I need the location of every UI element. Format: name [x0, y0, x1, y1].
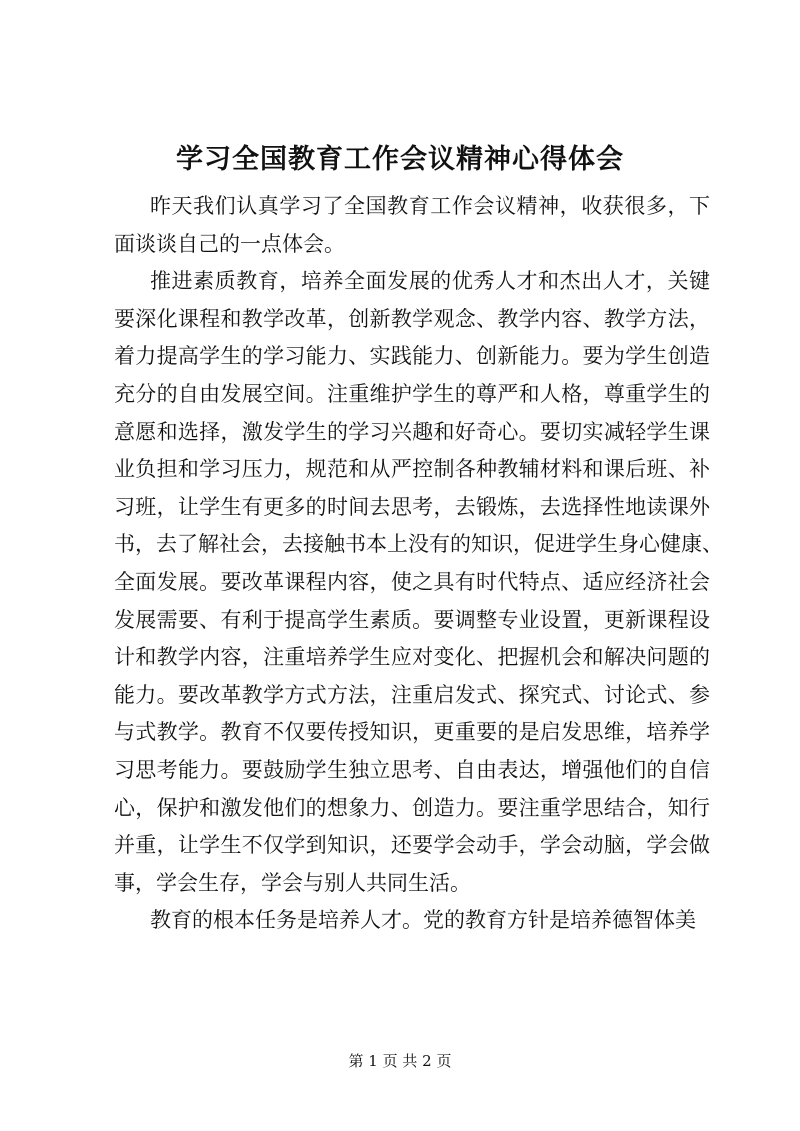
document-title: 学习全国教育工作会议精神心得体会: [176, 144, 624, 175]
text-line: 与式教学。教育不仅要传授知识，更重要的是启发思维，培养学: [114, 720, 710, 745]
text-line: 意愿和选择，激发学生的学习兴趣和好奇心。要切实减轻学生课: [114, 419, 710, 444]
text-line: 发展需要、有利于提高学生素质。要调整专业设置，更新课程设: [114, 607, 710, 632]
text-line: 计和教学内容，注重培养学生应对变化、把握机会和解决问题的: [114, 645, 710, 670]
text-line: 能力。要改革教学方式方法，注重启发式、探究式、讨论式、参: [114, 682, 710, 707]
text-line: 着力提高学生的学习能力、实践能力、创新能力。要为学生创造: [114, 344, 710, 369]
page-footer: 第 1 页 共 2 页: [348, 1052, 452, 1070]
text-line: 心，保护和激发他们的想象力、创造力。要注重学思结合，知行: [114, 795, 710, 820]
text-line: 书，去了解社会，去接触书本上没有的知识，促进学生身心健康、: [114, 532, 723, 557]
text-line: 充分的自由发展空间。注重维护学生的尊严和人格，尊重学生的: [114, 381, 710, 406]
document-body: [114, 188, 723, 940]
text-line: 习思考能力。要鼓励学生独立思考、自由表达，增强他们的自信: [114, 757, 710, 782]
text-line: 推进素质教育，培养全面发展的优秀人才和杰出人才，关键: [150, 269, 710, 294]
text-line: 习班，让学生有更多的时间去思考，去锻炼，去选择性地读课外: [114, 494, 710, 519]
text-line: 事，学会生存，学会与别人共同生活。: [114, 870, 471, 895]
text-line: 要深化课程和教学改革，创新教学观念、教学内容、教学方法，: [114, 306, 710, 331]
text-line: 教育的根本任务是培养人才。党的教育方针是培养德智体美: [150, 908, 696, 933]
text-line: 昨天我们认真学习了全国教育工作会议精神，收获很多，下: [150, 194, 710, 218]
text-line: 业负担和学习压力，规范和从严控制各种教辅材料和课后班、补: [114, 457, 710, 482]
text-line: 面谈谈自己的一点体会。: [114, 231, 345, 256]
text-line: 全面发展。要改革课程内容，使之具有时代特点、适应经济社会: [114, 569, 710, 594]
text-line: 并重，让学生不仅学到知识，还要学会动手，学会动脑，学会做: [114, 833, 710, 858]
